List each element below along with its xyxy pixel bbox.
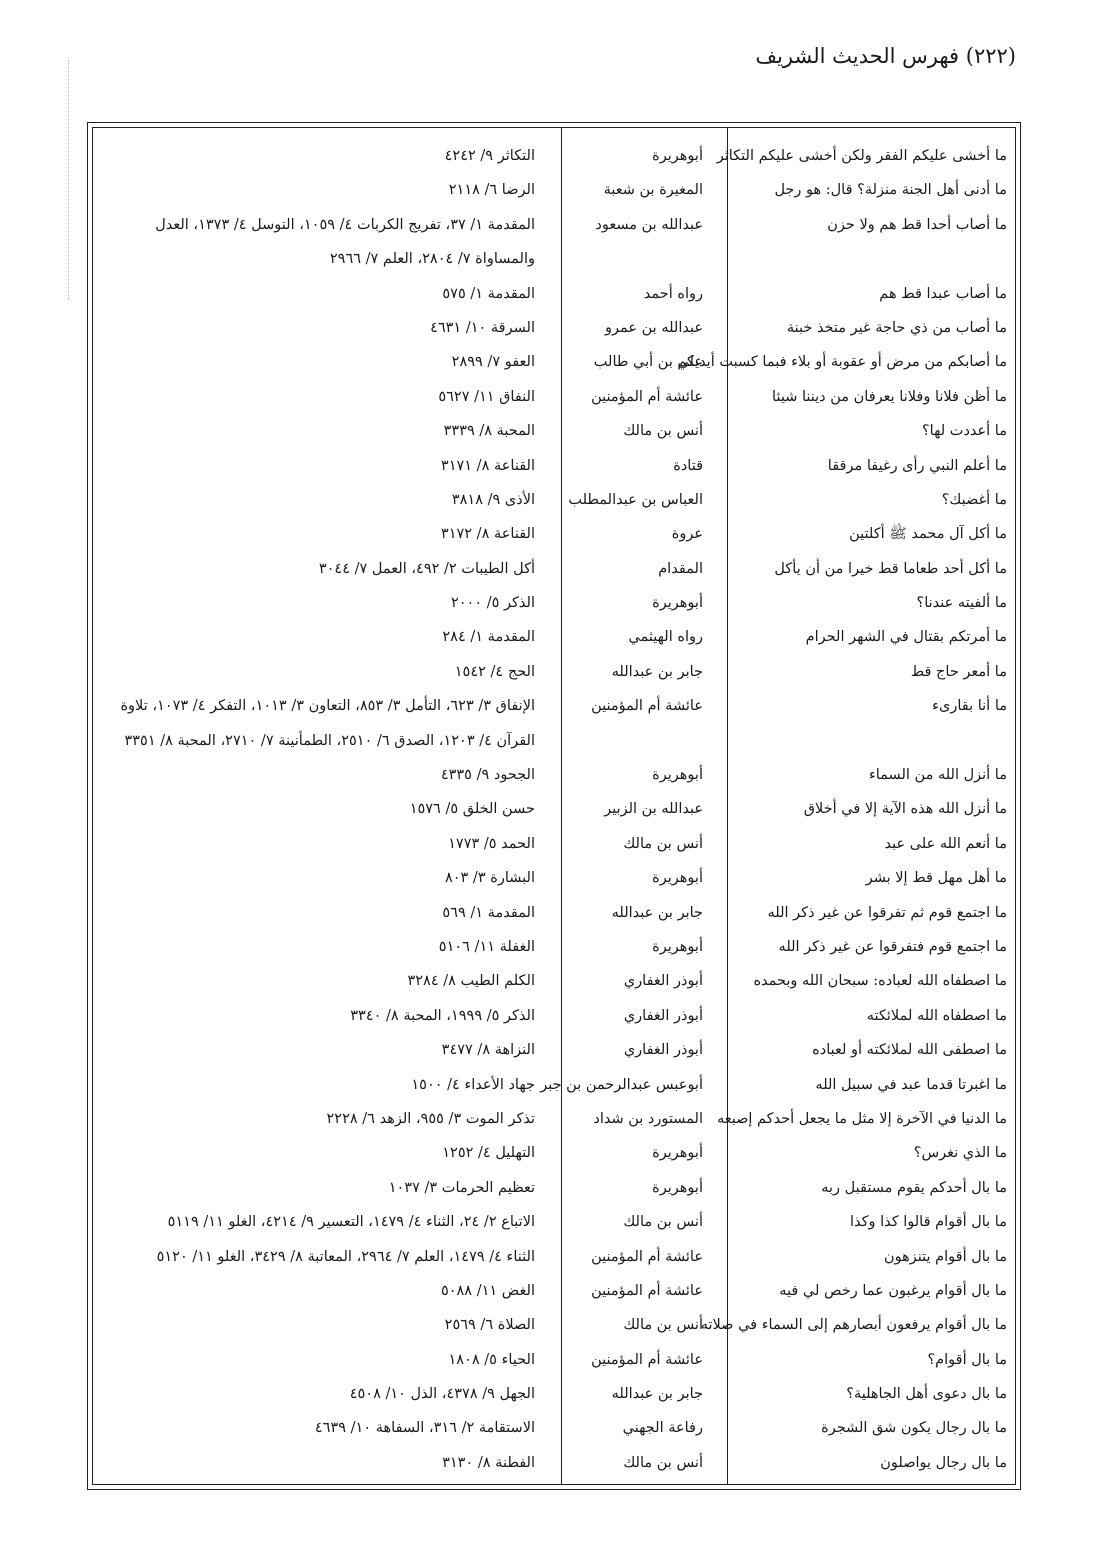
- narrator: العباس بن عبدالمطلب: [568, 491, 703, 508]
- narrator: أبوهريرة: [652, 148, 703, 164]
- binding-marks: [68, 60, 71, 300]
- reference: التهليل ٤/ ١٢٥٢: [442, 1145, 535, 1162]
- narrator: عبدالله بن مسعود: [595, 216, 703, 233]
- table-row: [93, 792, 1015, 826]
- table-row: [93, 689, 1015, 758]
- narrator: عائشة أم المؤمنين: [591, 1248, 703, 1265]
- reference: الجهل ٩/ ٤٣٧٨، الذل ١٠/ ٤٥٠٨: [349, 1386, 535, 1403]
- hadith-text: ما بال أقوام؟: [927, 1351, 1007, 1368]
- reference: القناعة ٨/ ٣١٧٢: [440, 526, 535, 543]
- table-row: [93, 1171, 1015, 1205]
- reference: الأذى ٩/ ٣٨١٨: [451, 491, 535, 508]
- narrator: علي بن أبي طالب: [593, 354, 703, 371]
- reference: الصلاة ٦/ ٢٥٦٩: [444, 1317, 535, 1334]
- reference: العفو ٧/ ٢٨٩٩: [451, 354, 535, 371]
- hadith-text: ما أكل آل محمد ﷺ أكلتين: [849, 526, 1007, 543]
- hadith-text: ما اصطفاه الله لعباده: سبحان الله وبحمده: [753, 973, 1007, 990]
- hadith-text: ما أعددت لها؟: [921, 423, 1007, 440]
- narrator: عروة: [671, 526, 703, 543]
- hadith-text: ما أصابكم من مرض أو عقوبة أو بلاء فبما كسبت أيديكم: [677, 354, 1007, 371]
- narrator: أبوذر الغفاري: [623, 973, 703, 990]
- narrator: أبوعبس عبدالرحمن بن جبر: [540, 1076, 703, 1093]
- narrator: عائشة أم المؤمنين: [591, 1282, 703, 1299]
- reference: الرضا ٦/ ٢١١٨: [448, 182, 535, 199]
- hadith-text: ما أهل مهل قط إلا بشر: [865, 870, 1007, 887]
- reference: النفاق ١١/ ٥٦٢٧: [438, 388, 535, 405]
- narrator: عائشة أم المؤمنين: [591, 1351, 703, 1368]
- narrator: أبوهريرة: [652, 767, 703, 784]
- reference: المقدمة ١/ ٢٨٤: [442, 629, 535, 646]
- hadith-text: ما بال رجال يكون شق الشجرة: [821, 1420, 1007, 1437]
- reference: المقدمة ١/ ٣٧، تفريج الكربات ٤/ ١٠٥٩، التوسل ٤/ ١٣٧٣، العدل والمساواة ٧/ ٢٨٠٤، العلم ٧/ ٢٩٦٦: [155, 216, 535, 268]
- reference: النزاهة ٨/ ٣٤٧٧: [441, 1042, 535, 1059]
- table-row: [93, 964, 1015, 998]
- table-row: [93, 208, 1015, 277]
- reference: المحبة ٨/ ٣٣٣٩: [443, 423, 535, 440]
- reference: الغض ١١/ ٥٠٨٨: [440, 1282, 535, 1299]
- table-row: [93, 1205, 1015, 1239]
- hadith-text: ما بال أحدكم يقوم مستقبل ربه: [821, 1179, 1007, 1196]
- table-row: [93, 345, 1015, 379]
- hadith-text: ما أنا بقارىء: [932, 698, 1007, 715]
- reference: جهاد الأعداء ٤/ ١٥٠٠: [411, 1076, 535, 1093]
- reference: أكل الطيبات ٢/ ٤٩٢، العمل ٧/ ٣٠٤٤: [318, 560, 535, 577]
- reference: حسن الخلق ٥/ ١٥٧٦: [409, 801, 535, 818]
- narrator: أبوذر الغفاري: [623, 1042, 703, 1059]
- index-table-frame: [87, 122, 1021, 1490]
- table-row: [93, 896, 1015, 930]
- narrator: أنس بن مالك: [623, 1317, 703, 1334]
- reference: الذكر ٥/ ١٩٩٩، المحبة ٨/ ٣٣٤٠: [350, 1007, 535, 1024]
- narrator: أبوذر الغفاري: [623, 1007, 703, 1024]
- hadith-text: ما أدنى أهل الجنة منزلة؟ قال: هو رجل: [774, 182, 1007, 199]
- hadith-text: ما بال أقوام يتنزهون: [883, 1248, 1007, 1265]
- hadith-text: ما اجتمع قوم فتفرقوا عن غير ذكر الله: [778, 939, 1007, 956]
- reference: الغفلة ١١/ ٥١٠٦: [438, 939, 535, 956]
- table-row: [93, 827, 1015, 861]
- hadith-text: ما أصاب عبدا قط هم: [879, 285, 1007, 302]
- reference: الحج ٤/ ١٥٤٢: [454, 663, 535, 680]
- hadith-text: ما أعلم النبي رأى رغيفا مرققا: [827, 457, 1007, 474]
- hadith-text: ما أظن فلانا وفلانا يعرفان من ديننا شيئا: [772, 388, 1007, 405]
- hadith-text: ما أنعم الله على عبد: [884, 835, 1007, 852]
- hadith-text: ما أصاب من ذي حاجة غير متخذ خبنة: [786, 319, 1007, 336]
- narrator: عبدالله بن عمرو: [605, 319, 703, 336]
- hadith-text: ما بال أقوام يرغبون عما رخص لي فيه: [779, 1282, 1007, 1299]
- table-row: [93, 173, 1015, 207]
- table-row: [93, 1136, 1015, 1170]
- table-row: [93, 1102, 1015, 1136]
- narrator: قتادة: [673, 457, 703, 474]
- narrator: جابر بن عبدالله: [611, 1386, 703, 1403]
- reference: المقدمة ١/ ٥٦٩: [442, 904, 535, 921]
- hadith-text: ما أنزل الله هذه الآية إلا في أخلاق: [803, 801, 1007, 818]
- narrator: المستورد بن شداد: [593, 1110, 703, 1127]
- narrator: أبوهريرة: [652, 1179, 703, 1196]
- table-row: [93, 1240, 1015, 1274]
- narrator: أنس بن مالك: [623, 423, 703, 440]
- reference: تذكر الموت ٣/ ٩٥٥، الزهد ٦/ ٢٢٢٨: [326, 1110, 535, 1127]
- narrator: أبوهريرة: [652, 870, 703, 887]
- index-table: [92, 127, 1016, 1485]
- hadith-text: ما أمعر حاج قط: [910, 663, 1007, 680]
- narrator: جابر بن عبدالله: [611, 663, 703, 680]
- narrator: أبوهريرة: [652, 595, 703, 612]
- hadith-text: ما أنزل الله من السماء: [868, 767, 1007, 784]
- reference: المقدمة ١/ ٥٧٥: [442, 285, 535, 302]
- reference: القناعة ٨/ ٣١٧١: [440, 457, 535, 474]
- narrator: أنس بن مالك: [623, 835, 703, 852]
- narrator: عائشة أم المؤمنين: [591, 698, 703, 715]
- table-row: [93, 1446, 1015, 1480]
- narrator: عبدالله بن الزبير: [604, 801, 703, 818]
- table-row: [93, 311, 1015, 345]
- table-row: [93, 930, 1015, 964]
- hadith-text: ما بال دعوى أهل الجاهلية؟: [846, 1386, 1007, 1403]
- reference: الاتباع ٢/ ٢٤، الثناء ٤/ ١٤٧٩، التعسير ٩/ ٤٢١٤، الغلو ١١/ ٥١١٩: [167, 1214, 535, 1231]
- table-row: [93, 999, 1015, 1033]
- narrator: جابر بن عبدالله: [611, 904, 703, 921]
- table-row: [93, 449, 1015, 483]
- reference: البشارة ٣/ ٨٠٣: [444, 870, 535, 887]
- hadith-text: ما أمرتكم بقتال في الشهر الحرام: [805, 629, 1007, 646]
- reference: الاستقامة ٢/ ٣١٦، السفاهة ١٠/ ٤٦٣٩: [314, 1420, 535, 1437]
- reference: الإنفاق ٣/ ٦٢٣، التأمل ٣/ ٨٥٣، التعاون ٣/ ١٠١٣، التفكر ٤/ ١٠٧٣، تلاوة القرآن ٤/ ١٢٠٣، الصدق ٦/ ٢٥١٠، الطمأنينة ٧/ ٢٧١٠، المحبة ٨/ ٣٣٥١: [120, 698, 535, 749]
- hadith-text: ما أخشى عليكم الفقر ولكن أخشى عليكم التكاثر: [716, 148, 1007, 164]
- table-row: [93, 586, 1015, 620]
- hadith-text: ما اصطفى الله لملائكته أو لعباده: [812, 1042, 1007, 1059]
- narrator: أنس بن مالك: [623, 1214, 703, 1231]
- hadith-text: ما بال أقوام قالوا كذا وكذا: [849, 1214, 1007, 1231]
- narrator: رفاعة الجهني: [622, 1420, 703, 1437]
- reference: التكاثر ٩/ ٤٢٤٢: [444, 148, 535, 164]
- hadith-text: ما اغبرتا قدما عبد في سبيل الله: [815, 1076, 1007, 1093]
- hadith-text: ما بال رجال يواصلون: [880, 1454, 1007, 1471]
- reference: الفطنة ٨/ ٣١٣٠: [442, 1454, 535, 1471]
- index-rows: [93, 139, 1015, 1480]
- table-row: [93, 552, 1015, 586]
- narrator: أبوهريرة: [652, 939, 703, 956]
- table-row: [93, 1274, 1015, 1308]
- table-row: [93, 483, 1015, 517]
- hadith-text: ما اصطفاه الله لملائكته: [866, 1007, 1007, 1024]
- reference: تعظيم الحرمات ٣/ ١٠٣٧: [388, 1179, 535, 1196]
- narrator: أنس بن مالك: [623, 1454, 703, 1471]
- reference: الثناء ٤/ ١٤٧٩، العلم ٧/ ٢٩٦٤، المعاتبة ٨/ ٣٤٢٩، الغلو ١١/ ٥١٢٠: [156, 1248, 535, 1265]
- hadith-text: ما اجتمع قوم ثم تفرقوا عن غير ذكر الله: [767, 904, 1007, 921]
- table-row: [93, 620, 1015, 654]
- table-row: [93, 655, 1015, 689]
- table-row: [93, 1033, 1015, 1067]
- page-header: [755, 44, 1016, 68]
- page-title: فهرس الحديث الشريف: [755, 44, 960, 68]
- table-row: [93, 139, 1015, 173]
- narrator: المقدام: [658, 560, 703, 577]
- table-row: [93, 1411, 1015, 1445]
- hadith-text: ما أصاب أحدا قط هم ولا حزن: [827, 216, 1007, 233]
- reference: الكلم الطيب ٨/ ٣٢٨٤: [407, 973, 535, 990]
- table-row: [93, 758, 1015, 792]
- hadith-text: ما أكل أحد طعاما قط خيرا من أن يأكل: [774, 560, 1007, 577]
- hadith-text: ما ألفيته عندنا؟: [916, 595, 1007, 612]
- table-row: [93, 414, 1015, 448]
- table-row: [93, 277, 1015, 311]
- hadith-text: ما الذي نغرس؟: [913, 1145, 1007, 1162]
- reference: السرقة ١٠/ ٤٦٣١: [430, 319, 535, 336]
- hadith-text: ما بال أقوام يرفعون أبصارهم إلى السماء في صلاته: [700, 1317, 1007, 1334]
- narrator: أبوهريرة: [652, 1145, 703, 1162]
- reference: الحمد ٥/ ١٧٧٣: [448, 835, 535, 852]
- table-row: [93, 1308, 1015, 1342]
- table-row: [93, 517, 1015, 551]
- reference: الجحود ٩/ ٤٣٣٥: [440, 767, 535, 784]
- hadith-text: ما الدنيا في الآخرة إلا مثل ما يجعل أحدكم إصبعه: [716, 1110, 1007, 1127]
- narrator: رواه الهيثمي: [628, 629, 703, 646]
- table-row: [93, 1068, 1015, 1102]
- table-row: [93, 380, 1015, 414]
- narrator: رواه أحمد: [643, 285, 703, 302]
- page-number: (٢٢٢): [965, 44, 1016, 68]
- narrator: عائشة أم المؤمنين: [591, 388, 703, 405]
- table-row: [93, 1377, 1015, 1411]
- reference: الذكر ٥/ ٢٠٠٠: [450, 595, 535, 612]
- reference: الحياء ٥/ ١٨٠٨: [448, 1351, 535, 1368]
- table-row: [93, 861, 1015, 895]
- table-row: [93, 1343, 1015, 1377]
- narrator: المغيرة بن شعبة: [603, 182, 703, 199]
- hadith-text: ما أغضبك؟: [941, 491, 1007, 508]
